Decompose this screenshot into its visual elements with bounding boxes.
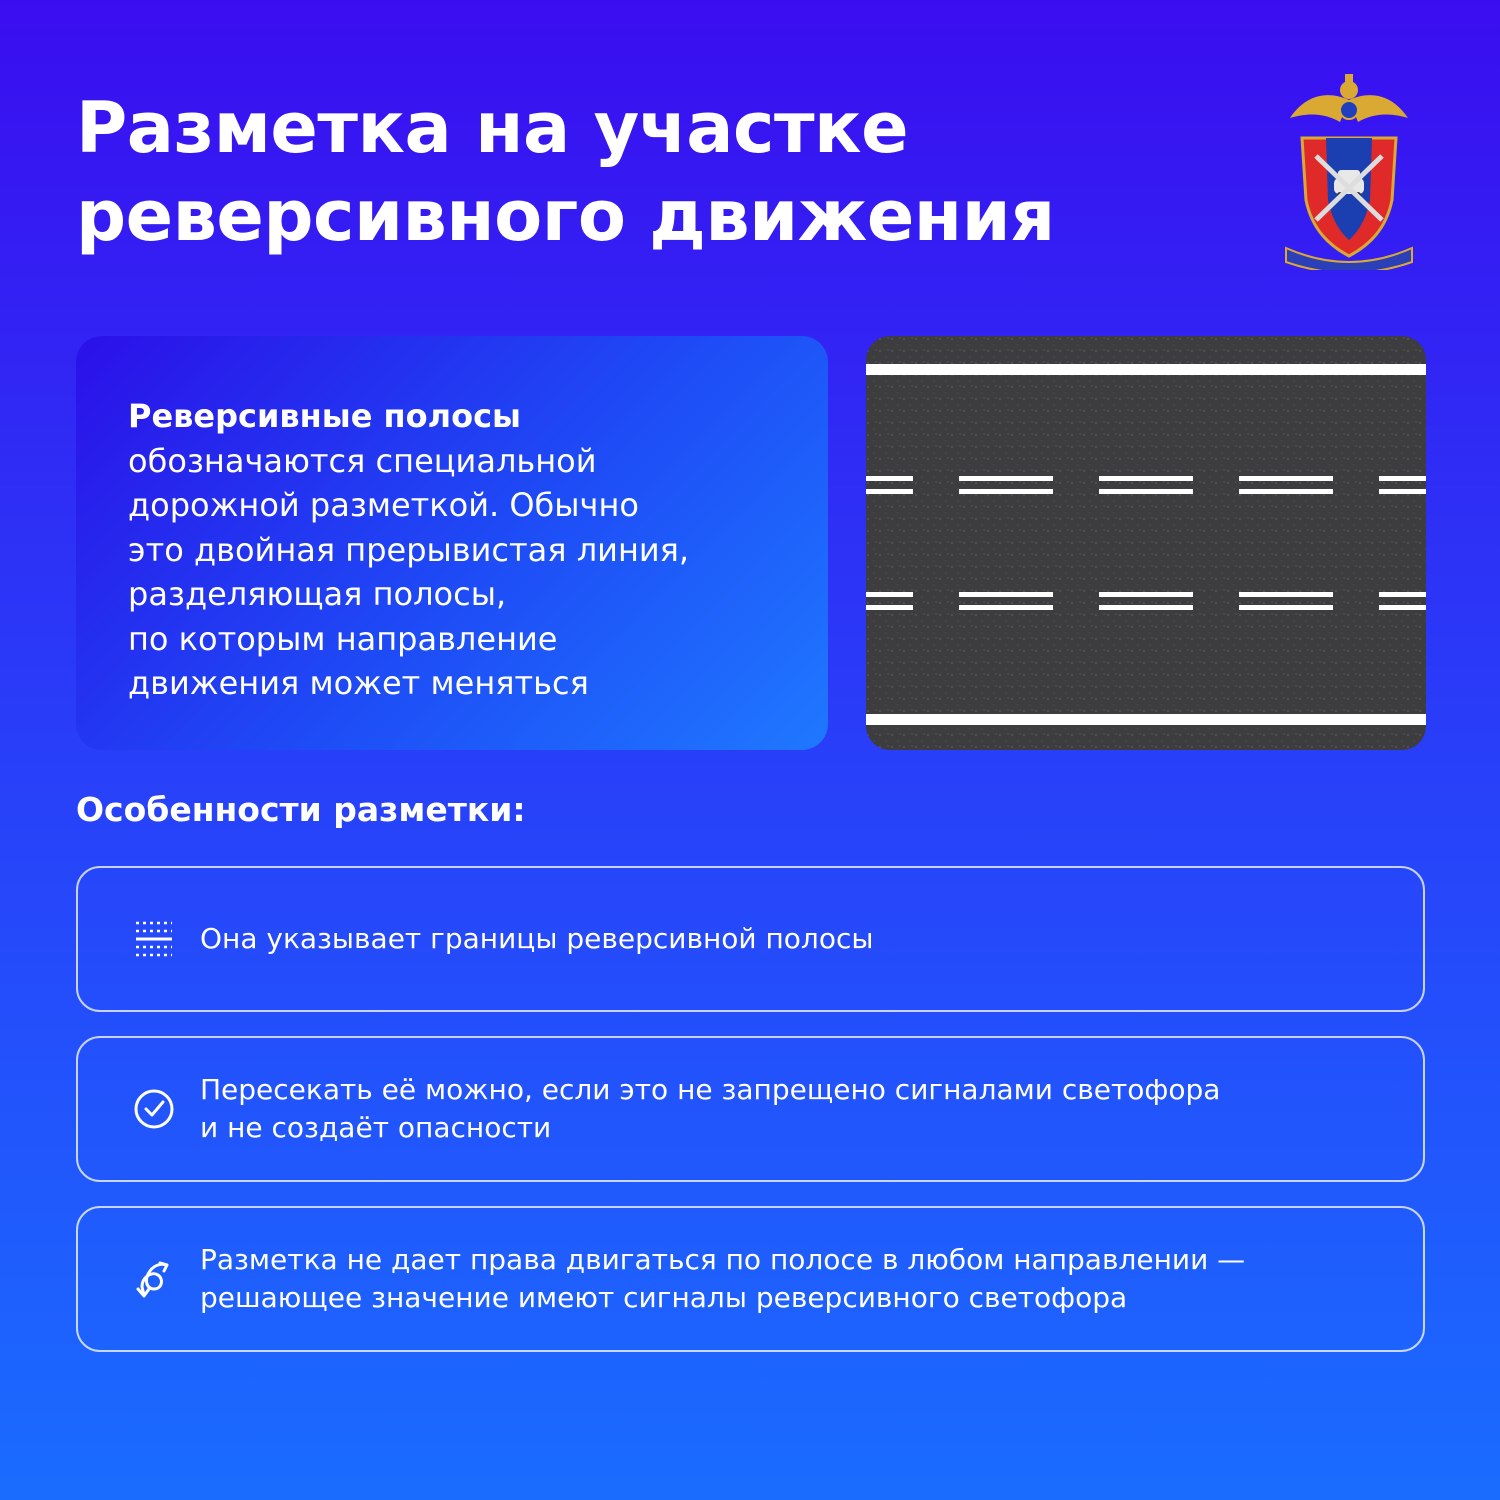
- feature-text-line: Пересекать её можно, если это не запрещено сигналами светофора: [200, 1073, 1221, 1106]
- feature-text-line: и не создаёт опасности: [200, 1111, 552, 1144]
- features-title: Особенности разметки:: [76, 790, 526, 829]
- check-circle-icon: [128, 1083, 180, 1135]
- road-marking-illustration: [866, 336, 1426, 750]
- lane-dash: [1379, 476, 1426, 481]
- info-card-lead: Реверсивные полосы: [128, 397, 521, 435]
- feature-text: [200, 1241, 1245, 1317]
- lane-dash: [959, 605, 1053, 610]
- lane-dash: [959, 476, 1053, 481]
- lane-dash: [866, 592, 913, 597]
- feature-card-crossing: [76, 1036, 1425, 1182]
- page-title-line-1: Разметка на участке: [76, 87, 909, 169]
- info-card-line: разделяющая полосы,: [128, 575, 507, 613]
- info-card-line: по которым направление: [128, 619, 558, 658]
- lane-dash: [1099, 489, 1193, 494]
- road-edge-line-bottom: [866, 714, 1426, 725]
- info-card-line: движения может меняться: [128, 664, 589, 702]
- feature-text: [200, 920, 873, 958]
- lane-dash: [1379, 605, 1426, 610]
- info-card-line: обозначаются специальной: [128, 441, 597, 480]
- lane-dash: [866, 605, 913, 610]
- feature-text-line: решающее значение имеют сигналы реверсивного светофора: [200, 1281, 1128, 1314]
- feature-text-line: Она указывает границы реверсивной полосы: [200, 922, 874, 955]
- lane-dash: [959, 489, 1053, 494]
- lane-dash: [1239, 489, 1333, 494]
- lane-dash: [1239, 476, 1333, 481]
- lane-dash: [1099, 592, 1193, 597]
- feature-card-direction: [76, 1206, 1425, 1352]
- lane-dash: [1379, 592, 1426, 597]
- page-title: [76, 84, 1156, 260]
- page-title-line-2: реверсивного движения: [76, 175, 1055, 257]
- info-card-line: дорожной разметкой. Обычно: [128, 486, 639, 524]
- info-card: [76, 336, 828, 750]
- u-turn-arrow-icon: [128, 1253, 180, 1305]
- road-edge-line-top: [866, 364, 1426, 375]
- feature-card-boundaries: [76, 866, 1425, 1012]
- lane-dash: [1099, 476, 1193, 481]
- lane-dash: [1239, 605, 1333, 610]
- lane-boundary-icon: [128, 913, 180, 965]
- lane-dash: [1379, 489, 1426, 494]
- lane-dash: [959, 592, 1053, 597]
- feature-text-line: Разметка не дает права двигаться по полосе в любом направлении —: [200, 1243, 1246, 1276]
- lane-dash: [866, 476, 913, 481]
- lane-dash: [1239, 592, 1333, 597]
- info-card-line: это двойная прерывистая линия,: [128, 530, 690, 569]
- feature-text: [200, 1071, 1220, 1147]
- police-emblem-icon: [1282, 70, 1416, 270]
- lane-dash: [1099, 605, 1193, 610]
- lane-dash: [866, 489, 913, 494]
